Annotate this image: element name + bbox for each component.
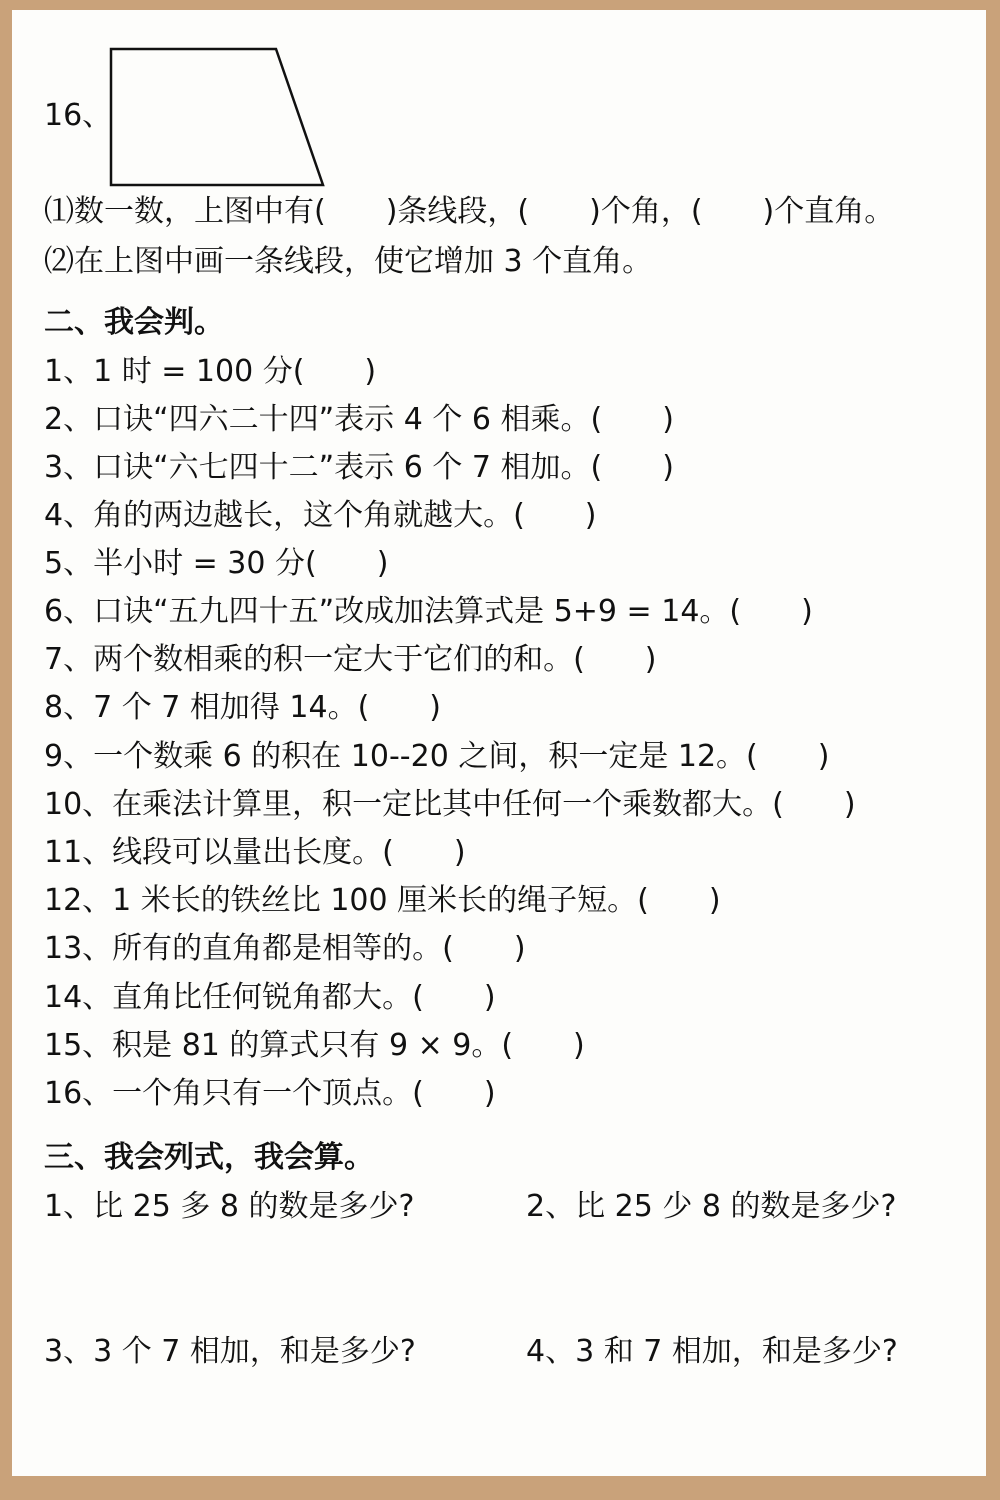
judge-item-14: 14、直角比任何锐角都大。( ): [44, 980, 496, 1015]
judge-item-16: 16、一个角只有一个顶点。( ): [44, 1076, 496, 1111]
judge-item-12: 12、1 米长的铁丝比 100 厘米长的绳子短。( ): [44, 883, 721, 918]
question-16-part1: ⑴数一数，上图中有( )条线段，( )个角，( )个直角。: [44, 194, 895, 229]
judge-item-4: 4、角的两边越长，这个角就越大。( ): [44, 498, 597, 533]
judge-item-10: 10、在乘法计算里，积一定比其中任何一个乘数都大。( ): [44, 787, 856, 822]
judge-item-7: 7、两个数相乘的积一定大于它们的和。( ): [44, 642, 657, 677]
judge-item-11: 11、线段可以量出长度。( ): [44, 835, 466, 870]
judge-item-1: 1、1 时 = 100 分( ): [44, 354, 377, 389]
calc-item-2: 2、比 25 少 8 的数是多少?: [526, 1189, 897, 1224]
judge-item-6: 6、口诀“五九四十五”改成加法算式是 5+9 = 14。( ): [44, 594, 813, 629]
trapezoid-figure: [107, 46, 337, 196]
judge-item-8: 8、7 个 7 相加得 14。( ): [44, 690, 441, 725]
judge-item-2: 2、口诀“四六二十四”表示 4 个 6 相乘。( ): [44, 402, 674, 437]
question-16-number: 16、: [44, 98, 113, 133]
calc-item-1: 1、比 25 多 8 的数是多少?: [44, 1189, 415, 1224]
judge-item-15: 15、积是 81 的算式只有 9 × 9。( ): [44, 1028, 585, 1063]
worksheet-page: [12, 10, 986, 1476]
judge-item-5: 5、半小时 = 30 分( ): [44, 546, 389, 581]
section3-title: 三、我会列式，我会算。: [44, 1140, 374, 1175]
question-16-part2: ⑵在上图中画一条线段，使它增加 3 个直角。: [44, 244, 653, 279]
judge-item-3: 3、口诀“六七四十二”表示 6 个 7 相加。( ): [44, 450, 674, 485]
section2-title: 二、我会判。: [44, 305, 224, 340]
judge-item-9: 9、一个数乘 6 的积在 10--20 之间，积一定是 12。( ): [44, 739, 830, 774]
calc-item-4: 4、3 和 7 相加，和是多少?: [526, 1334, 898, 1369]
judge-item-13: 13、所有的直角都是相等的。( ): [44, 931, 526, 966]
calc-item-3: 3、3 个 7 相加，和是多少?: [44, 1334, 416, 1369]
